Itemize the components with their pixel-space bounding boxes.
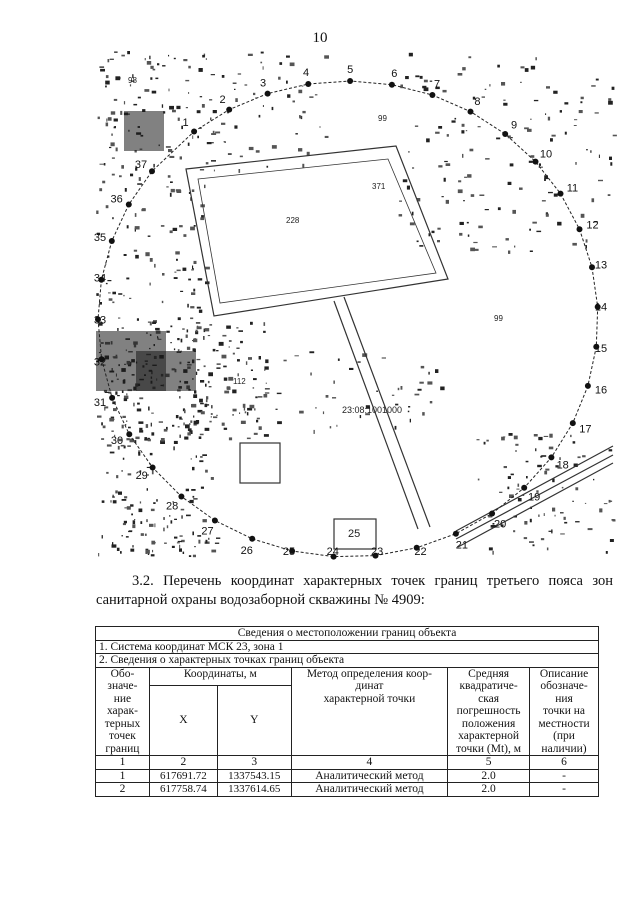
boundary-point-label: 5 — [347, 64, 354, 76]
boundary-point-marker — [212, 518, 218, 524]
boundary-point-marker — [558, 191, 564, 197]
cell-x: 617758.74 — [149, 783, 217, 797]
column-number: 1 — [96, 756, 150, 770]
boundary-point-label: 17 — [579, 423, 592, 436]
boundary-point-label: 35 — [93, 232, 107, 245]
boundary-point-marker — [577, 226, 583, 232]
table-section-2: 2. Сведения о характерных точках границ объекта — [96, 654, 599, 668]
boundary-point-label: 19 — [527, 491, 541, 504]
map-texture — [93, 51, 617, 557]
building-label: 228 — [286, 216, 300, 225]
column-number: 5 — [448, 756, 530, 770]
cell-description: - — [530, 783, 599, 797]
header-method: Метод определения коор- динат характерной точки — [291, 667, 447, 756]
boundary-point-label: 7 — [434, 78, 441, 91]
boundary-point-marker — [521, 485, 527, 491]
coordinates-table — [95, 626, 599, 797]
boundary-point-marker — [570, 420, 576, 426]
header-y: Y — [217, 686, 291, 756]
boundary-point-marker — [468, 109, 474, 115]
boundary-point-label: 4 — [303, 67, 310, 80]
cell-accuracy: 2.0 — [448, 769, 530, 783]
header-point-designation: Обо- значе- ние харак- терных точек границ — [96, 667, 150, 756]
boundary-point-marker — [191, 129, 197, 135]
column-number: 6 — [530, 756, 599, 770]
boundary-point-marker — [489, 511, 495, 517]
boundary-point-label: 12 — [586, 219, 599, 232]
boundary-point-label: 27 — [201, 525, 214, 538]
building-label: 98 — [128, 76, 137, 85]
boundary-point-marker — [149, 168, 155, 174]
boundary-point-marker — [126, 431, 132, 437]
boundary-map — [93, 51, 613, 558]
boundary-point-label: 25 — [282, 546, 296, 558]
boundary-point-label: 20 — [493, 518, 507, 531]
cell-point: 1 — [96, 769, 150, 783]
boundary-point-marker — [226, 107, 232, 113]
table-row — [96, 769, 599, 783]
boundary-point-label: 6 — [391, 67, 398, 80]
building-labels — [128, 76, 503, 540]
building-label: 112 — [233, 377, 246, 386]
boundary-point-label: 26 — [240, 544, 253, 557]
column-number: 2 — [149, 756, 217, 770]
boundary-point-label: 1 — [182, 117, 189, 129]
cell-method: Аналитический метод — [291, 783, 447, 797]
header-description: Описание обозначе- ния точки на местности (при наличии) — [530, 667, 599, 756]
cell-y: 1337614.65 — [217, 783, 291, 797]
boundary-point-label: 14 — [594, 301, 608, 314]
boundary-point-marker — [548, 454, 554, 460]
cell-accuracy: 2.0 — [448, 783, 530, 797]
boundary-point-marker — [533, 159, 539, 165]
boundary-point-label: 11 — [566, 182, 579, 195]
column-number: 4 — [291, 756, 447, 770]
caption-line-2: санитарной охраны водозаборной скважины № 4909: — [96, 592, 425, 608]
building-label: 99 — [494, 314, 503, 323]
boundary-point-marker — [109, 395, 115, 401]
boundary-point-label: 37 — [134, 158, 148, 171]
boundary-point-label: 18 — [556, 459, 569, 472]
boundary-point-label: 28 — [165, 500, 179, 513]
boundary-point-marker — [305, 81, 311, 87]
cell-description: - — [530, 769, 599, 783]
boundary-point-marker — [389, 82, 395, 88]
boundary-point-marker — [453, 531, 459, 537]
boundary-point-label: 30 — [110, 435, 124, 448]
header-coordinates: Координаты, м — [149, 667, 291, 686]
boundary-point-label: 9 — [510, 119, 518, 132]
boundary-point-label: 8 — [474, 96, 481, 109]
boundary-point-label: 29 — [135, 470, 148, 482]
boundary-point-marker — [265, 91, 271, 97]
building-label: 99 — [378, 114, 387, 123]
map-canvas — [93, 51, 613, 558]
building-label: 25 — [348, 528, 361, 540]
boundary-point-label: 21 — [455, 539, 469, 552]
parcel-label: 23:08:1001000 — [342, 405, 403, 415]
boundary-point-marker — [126, 202, 132, 208]
boundary-point-marker — [109, 238, 115, 244]
cell-x: 617691.72 — [149, 769, 217, 783]
header-x: X — [149, 686, 217, 756]
boundary-point-marker — [150, 465, 156, 471]
boundary-point-marker — [249, 536, 255, 542]
boundary-point-label: 31 — [93, 396, 107, 409]
boundary-point-label: 15 — [594, 343, 608, 356]
boundary-point-label: 34 — [93, 272, 107, 285]
table-section-1: 1. Система координат МСК 23, зона 1 — [96, 640, 599, 654]
column-number: 3 — [217, 756, 291, 770]
object-outline — [186, 146, 613, 549]
boundary-point-marker — [429, 92, 435, 98]
boundary-point-label: 16 — [594, 384, 608, 397]
boundary-point-label: 33 — [93, 314, 107, 327]
boundary-point-label: 10 — [539, 148, 553, 161]
cell-point: 2 — [96, 783, 150, 797]
section-caption — [96, 572, 613, 610]
boundary-point-label: 24 — [326, 546, 339, 558]
table-title: Сведения о местоположении границ объекта — [96, 627, 599, 641]
caption-line-1: 3.2. Перечень координат характерных точек границ третьего пояса зон — [132, 573, 613, 589]
boundary-point-marker — [502, 131, 508, 137]
boundary-point-label: 2 — [219, 94, 226, 106]
page-number: 10 — [312, 30, 328, 46]
boundary-point-marker — [178, 494, 184, 500]
cell-method: Аналитический метод — [291, 769, 447, 783]
boundary-point-marker — [585, 383, 591, 389]
building-label: 371 — [372, 182, 386, 191]
boundary-point-label: 3 — [260, 77, 267, 90]
cell-y: 1337543.15 — [217, 769, 291, 783]
header-accuracy: Средняя квадратиче- ская погрешность положения характерной точки (Mt), м — [448, 667, 530, 756]
boundary-point-label: 36 — [110, 193, 123, 206]
boundary-point-label: 13 — [594, 259, 608, 272]
table-row — [96, 783, 599, 797]
boundary-point-marker — [347, 78, 353, 84]
boundary-point-label: 23 — [370, 546, 384, 558]
boundary-point-label: 22 — [414, 546, 427, 558]
boundary-point-label: 32 — [93, 356, 107, 369]
